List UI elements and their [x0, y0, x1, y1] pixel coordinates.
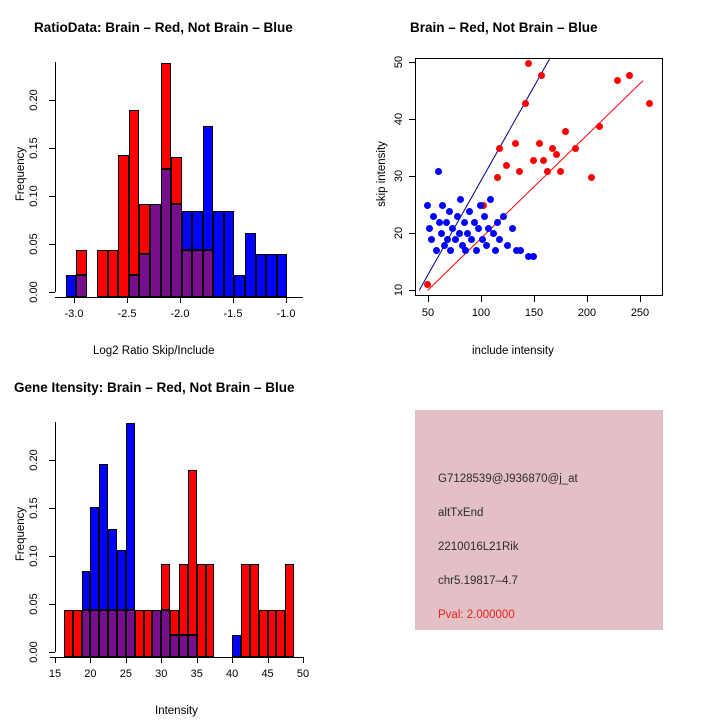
gene-y-ticklabel: 0.00 [28, 641, 40, 663]
scatter-point [626, 72, 633, 79]
scatter-x-ticklabel: 50 [421, 307, 435, 319]
ratio-x-tick [180, 297, 181, 303]
gene-y-ticklabel: 0.20 [28, 449, 40, 471]
scatter-x-tick [640, 296, 641, 302]
scatter-point [457, 196, 464, 203]
histogram-bar [66, 275, 77, 297]
histogram-bar-overlap [179, 635, 188, 657]
histogram-bar-overlap [182, 250, 193, 297]
histogram-bar [241, 564, 250, 657]
gene-x-ticklabel: 35 [190, 668, 203, 680]
scatter-point [494, 219, 501, 226]
scatter-y-ticklabel: 50 [393, 55, 405, 69]
gene-x-tick [303, 657, 304, 663]
panel-ratio-histogram [0, 0, 360, 360]
gene-y-ticklabel: 0.05 [28, 593, 40, 615]
scatter-x-ticklabel: 100 [471, 307, 491, 319]
panel-gene-ylabel: Frequency [15, 506, 27, 562]
scatter-y-ticklabel: 10 [393, 283, 405, 297]
histogram-bar [213, 211, 224, 297]
panel-scatter-xlabel: include intensity [472, 345, 554, 357]
histogram-bar [232, 635, 241, 657]
ratio-y-ticklabel: 0.10 [28, 185, 40, 207]
scatter-point [477, 202, 484, 209]
scatter-point [538, 72, 545, 79]
histogram-bar [250, 564, 259, 657]
ratio-y-axis [55, 62, 56, 292]
histogram-bar [82, 571, 91, 610]
ratio-y-tick [49, 100, 55, 101]
gene-y-tick [49, 604, 55, 605]
ratio-y-tick [49, 292, 55, 293]
histogram-bar [170, 610, 179, 635]
scatter-point [466, 208, 473, 215]
histogram-bar [259, 610, 268, 657]
gene-x-ticklabel: 25 [119, 668, 132, 680]
histogram-bar [234, 275, 245, 297]
histogram-bar-overlap [117, 610, 126, 657]
histogram-bar [285, 564, 294, 657]
scatter-y-ticklabel: 30 [393, 169, 405, 183]
histogram-bar-overlap [188, 635, 197, 657]
gene-x-ticklabel: 45 [261, 668, 274, 680]
histogram-bar-overlap [203, 250, 214, 297]
histogram-bar [182, 211, 193, 250]
ratio-x-ticklabel: -1.0 [276, 308, 296, 320]
histogram-bar [108, 529, 117, 610]
scatter-x-tick [534, 296, 535, 302]
histogram-bar [126, 423, 135, 610]
gene-x-tick [232, 657, 233, 663]
scatter-point [446, 208, 453, 215]
ratio-y-ticklabel: 0.15 [28, 137, 40, 159]
scatter-point [494, 174, 501, 181]
histogram-bar [192, 211, 203, 250]
gene-y-tick [49, 652, 55, 653]
histogram-bar-overlap [161, 169, 172, 297]
scatter-point [483, 242, 490, 249]
histogram-bar [97, 250, 108, 297]
histogram-bar-overlap [152, 610, 161, 657]
scatter-reference-lines [415, 58, 663, 296]
histogram-bar-overlap [90, 610, 99, 657]
scatter-point [424, 202, 431, 209]
histogram-bar [266, 254, 277, 297]
scatter-point [509, 225, 516, 232]
histogram-bar [99, 464, 108, 610]
ratio-y-tick [49, 148, 55, 149]
panel-gene-title: Gene Itensity: Brain – Red, Not Brain – Blue [14, 380, 295, 395]
ratio-x-tick [127, 297, 128, 303]
histogram-bar [276, 610, 285, 657]
histogram-bar [144, 610, 153, 657]
ratio-x-ticklabel: -3.0 [64, 308, 84, 320]
histogram-bar [135, 610, 144, 657]
scatter-x-tick [428, 296, 429, 302]
scatter-x-ticklabel: 250 [630, 307, 650, 319]
scatter-point [443, 219, 450, 226]
scatter-point [512, 140, 519, 147]
scatter-point [439, 202, 446, 209]
histogram-bar [197, 564, 206, 657]
scatter-x-ticklabel: 150 [524, 307, 544, 319]
histogram-bar [108, 250, 119, 297]
ratio-y-ticklabel: 0.20 [28, 89, 40, 111]
ratio-x-ticklabel: -1.5 [223, 308, 243, 320]
panel-scatter-ylabel: skip intensity [376, 141, 388, 207]
scatter-point [557, 168, 564, 175]
histogram-bar-overlap [76, 275, 87, 297]
histogram-bar [76, 250, 87, 275]
gene-x-ticklabel: 15 [48, 668, 62, 680]
histogram-bar [161, 63, 172, 169]
panel-gene-histogram [0, 360, 360, 720]
scatter-y-ticklabel: 20 [393, 226, 405, 240]
gene-x-tick [90, 657, 91, 663]
scatter-point [426, 225, 433, 232]
histogram-bar [188, 470, 197, 635]
scatter-point [475, 225, 482, 232]
gene-y-axis [55, 422, 56, 652]
histogram-bar-overlap [150, 204, 161, 297]
ratio-y-ticklabel: 0.05 [28, 233, 40, 255]
scatter-x-tick [587, 296, 588, 302]
scatter-point [492, 247, 499, 254]
gene-x-tick [126, 657, 127, 663]
scatter-point [436, 219, 443, 226]
gene-y-tick [49, 556, 55, 557]
gene-x-ticklabel: 40 [226, 668, 239, 680]
gene-x-tick [197, 657, 198, 663]
gene-x-ticklabel: 50 [296, 668, 310, 680]
histogram-bar-overlap [161, 610, 170, 657]
histogram-bar-overlap [99, 610, 108, 657]
histogram-bar [73, 610, 82, 657]
panel-gene-xlabel: Intensity [155, 705, 198, 717]
histogram-bar-overlap [126, 610, 135, 657]
scatter-point [553, 151, 560, 158]
scatter-point [646, 100, 653, 107]
histogram-bar-overlap [108, 610, 117, 657]
histogram-bar [268, 610, 277, 657]
scatter-point [461, 219, 468, 226]
scatter-point [572, 145, 579, 152]
ratio-x-ticklabel: -2.0 [170, 308, 190, 320]
histogram-bar [161, 564, 170, 610]
scatter-point [456, 230, 463, 237]
info-gene-symbol: 2210016L21Rik [438, 541, 519, 553]
histogram-bar [224, 211, 235, 297]
histogram-bar [206, 564, 215, 657]
scatter-point [473, 247, 480, 254]
scatter-x-ticklabel: 200 [577, 307, 597, 319]
ratio-y-tick [49, 244, 55, 245]
panel-info [360, 360, 720, 720]
histogram-bar [171, 157, 182, 204]
histogram-bar [64, 610, 73, 657]
ratio-x-ticklabel: -2.5 [117, 308, 137, 320]
ratio-y-tick [49, 196, 55, 197]
scatter-point [438, 230, 445, 237]
panel-ratio-title: RatioData: Brain – Red, Not Brain – Blue [34, 20, 293, 35]
gene-x-tick [55, 657, 56, 663]
scatter-point [496, 236, 503, 243]
scatter-point [596, 123, 603, 130]
scatter-y-ticklabel: 40 [393, 112, 405, 126]
info-probe-id: G7128539@J936870@j_at [438, 473, 578, 485]
histogram-bar-overlap [170, 635, 179, 657]
scatter-point [536, 140, 543, 147]
gene-x-axis [50, 657, 303, 658]
panel-ratio-ylabel: Frequency [15, 146, 27, 202]
gene-x-ticklabel: 20 [84, 668, 97, 680]
histogram-bar [203, 126, 214, 250]
scatter-point [530, 157, 537, 164]
histogram-bar [256, 254, 267, 297]
info-event-type: altTxEnd [438, 507, 484, 519]
gene-y-tick [49, 508, 55, 509]
info-locus: chr5.19817–4.7 [438, 575, 518, 587]
scatter-point [452, 236, 459, 243]
gene-y-tick [49, 460, 55, 461]
scatter-point [540, 157, 547, 164]
histogram-bar [139, 204, 150, 254]
gene-y-ticklabel: 0.15 [28, 497, 40, 519]
histogram-bar [179, 564, 188, 635]
gene-x-tick [268, 657, 269, 663]
histogram-bar [277, 254, 288, 297]
histogram-bar-overlap [139, 254, 150, 297]
panel-scatter-title: Brain – Red, Not Brain – Blue [410, 20, 598, 35]
scatter-point [530, 253, 537, 260]
histogram-bar-overlap [129, 275, 140, 297]
histogram-bar [129, 110, 140, 275]
ratio-x-tick [74, 297, 75, 303]
gene-x-tick [161, 657, 162, 663]
scatter-point [588, 174, 595, 181]
panel-ratio-xlabel: Log2 Ratio Skip/Include [93, 345, 215, 357]
scatter-point [504, 242, 511, 249]
scatter-x-tick [481, 296, 482, 302]
panel-scatter [360, 0, 720, 360]
histogram-bar-overlap [82, 610, 91, 657]
scatter-point [435, 168, 442, 175]
histogram-bar [90, 507, 99, 610]
histogram-bar-overlap [171, 204, 182, 297]
ratio-x-tick [286, 297, 287, 303]
ratio-x-axis [55, 297, 303, 298]
histogram-bar [118, 155, 129, 297]
gene-x-ticklabel: 30 [155, 668, 168, 680]
scatter-point [490, 230, 497, 237]
histogram-bar-overlap [192, 250, 203, 297]
info-box [415, 410, 663, 630]
scatter-point [433, 247, 440, 254]
ratio-x-tick [233, 297, 234, 303]
ratio-y-ticklabel: 0.00 [28, 281, 40, 303]
scatter-point [516, 168, 523, 175]
histogram-bar [245, 233, 256, 297]
info-pval: Pval: 2.000000 [438, 609, 515, 621]
histogram-bar [117, 550, 126, 610]
scatter-point [444, 236, 451, 243]
scatter-point [454, 213, 461, 220]
gene-y-ticklabel: 0.10 [28, 545, 40, 567]
